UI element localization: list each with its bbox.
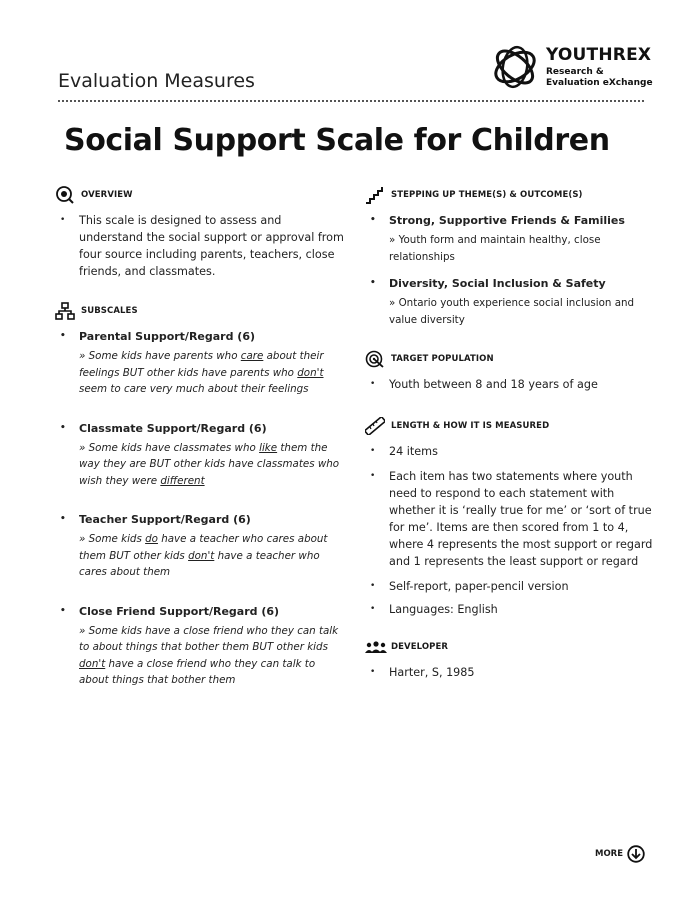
subscale-title: • Close Friend Support/Regard (6) <box>55 603 345 620</box>
hierarchy-icon <box>55 302 75 320</box>
developer-text: • Harter, S, 1985 <box>365 664 655 681</box>
overview-text: • This scale is designed to assess and understand the social support or approval from four source including parents, teachers, close friends, and classmates. <box>55 212 345 280</box>
length-item: • Self-report, paper-pencil version <box>365 578 655 595</box>
subscale-example: » Some kids have classmates who like them the way they are BUT other kids have classmates who wish they were different <box>79 441 340 487</box>
subscale-example: » Some kids do have a teacher who cares about them BUT other kids don't have a teacher who cares about them <box>79 533 328 578</box>
themes-label: STEPPING UP THEME(S) & OUTCOME(S) <box>391 190 583 200</box>
logo-subtitle-line2: Evaluation eXchange <box>546 78 653 88</box>
people-icon <box>365 638 385 656</box>
target-text: • Youth between 8 and 18 years of age <box>365 376 655 393</box>
ruler-icon <box>365 417 385 435</box>
eye-icon <box>55 186 75 204</box>
subscale-title: • Parental Support/Regard (6) <box>55 328 345 345</box>
logo-subtitle-line1: Research & <box>546 67 604 77</box>
target-heading <box>365 350 655 368</box>
developer-heading <box>365 638 655 656</box>
subscale-example: » Some kids have parents who care about their feelings BUT other kids have parents who don't seem to care very much about their feelings <box>79 350 324 395</box>
theme-detail: » Ontario youth experience social inclusion and value diversity <box>389 297 635 326</box>
theme-detail: » Youth form and maintain healthy, close relationships <box>389 234 601 263</box>
subscale-item <box>55 328 345 398</box>
theme-title: • Strong, Supportive Friends & Families <box>365 212 655 229</box>
more-link[interactable] <box>595 845 645 863</box>
overview-heading <box>55 186 345 204</box>
subscales-heading <box>55 302 345 320</box>
section-header-title: Evaluation Measures <box>58 70 255 92</box>
length-item: • Each item has two statements where youth need to respond to each statement with whether it is ‘really true for me’ or ‘sort of true for me’. Items are then scored from 1 to 4, where 4 represents the most support or regard and 1 represents the least support or regard <box>365 468 655 570</box>
right-column <box>365 186 655 681</box>
target-label: TARGET POPULATION <box>391 354 494 364</box>
length-heading <box>365 417 655 435</box>
target-icon <box>365 350 385 368</box>
page-title: Social Support Scale for Children <box>64 123 610 158</box>
subscale-item <box>55 603 345 689</box>
overview-label: OVERVIEW <box>81 190 133 200</box>
length-item: • 24 items <box>365 443 655 460</box>
length-item: • Languages: English <box>365 601 655 618</box>
subscale-item <box>55 420 345 490</box>
developer-label: DEVELOPER <box>391 642 449 652</box>
left-column <box>55 186 345 689</box>
subscales-label: SUBSCALES <box>81 306 138 316</box>
arrow-down-circle-icon <box>627 845 645 863</box>
subscale-example: » Some kids have a close friend who they can talk to about things that bother them BUT other kids don't have a close friend who they can talk to about things that bother them <box>79 624 339 686</box>
logo-subtitle <box>546 67 653 89</box>
subscale-item <box>55 511 345 581</box>
subscale-title: • Classmate Support/Regard (6) <box>55 420 345 437</box>
more-label: MORE <box>595 849 624 859</box>
header-divider <box>58 100 644 102</box>
theme-title: • Diversity, Social Inclusion & Safety <box>365 275 655 292</box>
youthrex-globe-icon <box>490 44 540 90</box>
logo-name: YOUTHREX <box>546 45 652 65</box>
length-label: LENGTH & HOW IT IS MEASURED <box>391 421 550 431</box>
themes-heading <box>365 186 655 204</box>
subscale-title: • Teacher Support/Regard (6) <box>55 511 345 528</box>
stairs-icon <box>365 186 385 204</box>
youthrex-logo <box>490 44 660 94</box>
